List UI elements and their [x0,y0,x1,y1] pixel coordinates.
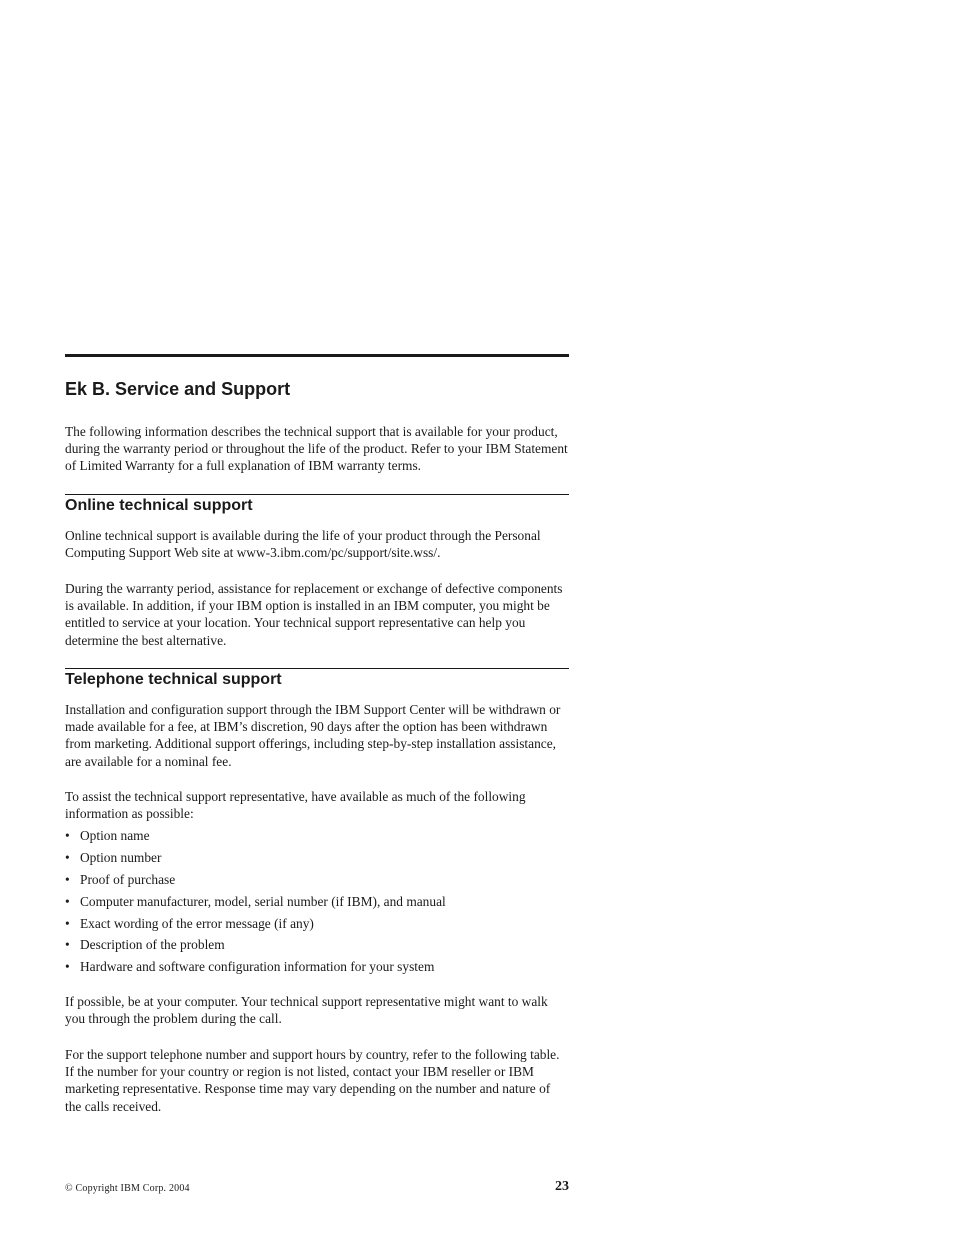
list-item: • Computer manufacturer, model, serial number (if IBM), and manual [65,893,446,909]
copyright-notice: © Copyright IBM Corp. 2004 [65,1183,190,1194]
bullet-icon: • [65,915,70,931]
page-number: 23 [555,1179,569,1194]
online-paragraph-1: Online technical support is available during the life of your product through the Personal Computing Support Web site at www-3.ibm.com/pc/support/site.wss/. [65,528,541,561]
list-item: • Proof of purchase [65,871,176,887]
list-item: • Option number [65,849,162,865]
chapter-top-rule [65,354,569,357]
bullet-icon: • [65,871,70,887]
bullet-icon: • [65,828,70,843]
list-item: • Exact wording of the error message (if any) [65,915,314,931]
section-divider-online [65,494,569,495]
bullet-icon: • [65,849,70,865]
online-support-heading: Online technical support [65,497,253,514]
telephone-paragraph-4: For the support telephone number and support hours by country, refer to the following table. If the number for your country or region is not listed, contact your IBM reseller or IBM marketing representative. Response time may vary depending on the number and nature of the calls received. [65,1047,560,1114]
online-paragraph-2: During the warranty period, assistance for replacement or exchange of defective components is available. In addition, if your IBM option is installed in an IBM computer, you might be entitled to service at your location. Your technical support representative can help you determine the best alternative. [65,581,563,648]
list-item: • Option name [65,828,150,843]
bullet-icon: • [65,893,70,909]
required-info-list [65,826,569,979]
list-item: • Hardware and software configuration information for your system [65,959,435,975]
bullet-icon: • [65,937,70,953]
telephone-support-heading: Telephone technical support [65,671,282,688]
chapter-title: Ek B. Service and Support [65,379,291,399]
intro-paragraph: The following information describes the technical support that is available for your product, during the warranty period or throughout the life of the product. Refer to your IBM Statement of Limited Warranty for a full explanation of IBM warranty terms. [65,424,568,474]
telephone-paragraph-1: Installation and configuration support through the IBM Support Center will be withdrawn or made available for a fee, at IBM’s discretion, 90 days after the option has been withdrawn from marketing. Additional support offerings, including step-by-step installation assistance, are available for a nominal fee. [65,702,561,769]
telephone-paragraph-2: To assist the technical support representative, have available as much of the following information as possible: [65,789,526,822]
telephone-paragraph-3: If possible, be at your computer. Your technical support representative might want to walk you through the problem during the call. [65,994,548,1027]
list-item: • Description of the problem [65,937,225,953]
section-divider-telephone [65,668,569,669]
bullet-icon: • [65,959,70,975]
